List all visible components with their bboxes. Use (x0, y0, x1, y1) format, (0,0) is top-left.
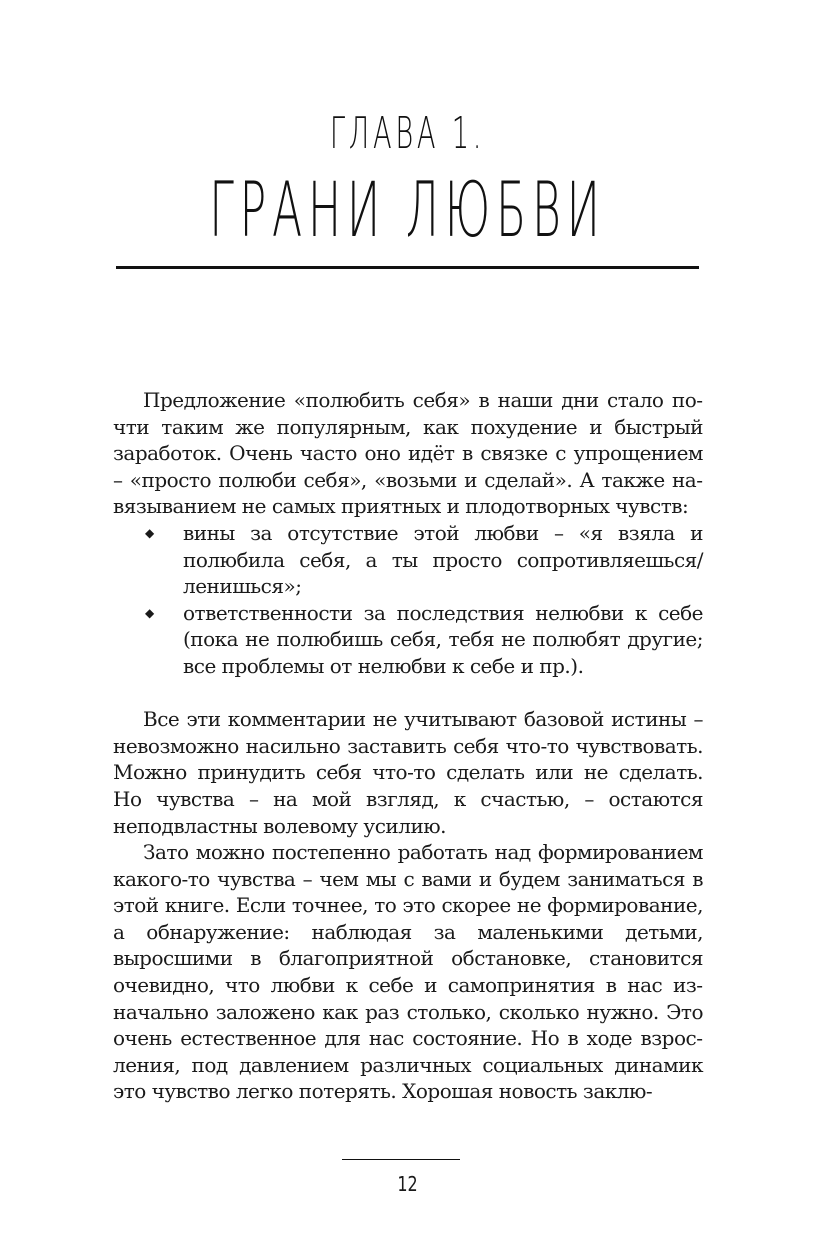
diamond-bullet-icon: ◆ (145, 525, 154, 540)
title-divider (116, 266, 699, 269)
bullet-item-text: ответственности за последствия нелюбви к себе (пока не полюбишь себя, тебя не полюбят другие; все проблемы от нелюбви к себе и пр.). (183, 600, 703, 678)
footer-divider (342, 1159, 460, 1160)
chapter-title: ГРАНИ ЛЮБВИ (209, 165, 606, 254)
bullet-item-responsibility (145, 600, 703, 680)
bullet-item-guilt (145, 520, 703, 600)
paragraph-comments: Все эти комментарии не учитывают базовой истины – невозможно насильно заставить себя что-то чувствовать. Можно принудить себя что-то сделать или не сделать. Но чувства – на мой взгляд, к счастью, – остаются неподвластны волевому усилию. (113, 707, 703, 838)
diamond-bullet-icon: ◆ (145, 605, 154, 620)
chapter-number: ГЛАВА 1. (329, 108, 486, 159)
bullet-list (113, 520, 703, 680)
page-number: 12 (397, 1172, 418, 1196)
bullet-item-text: вины за отсутствие этой любви – «я взяла и полюбила себя, а ты просто сопротивляешься/ ленишься»; (183, 520, 703, 599)
chapter-body (113, 387, 703, 1105)
paragraph-intro: Предложение «полюбить себя» в наши дни стало почти таким же популярным, как похудение и быстрый заработок. Очень часто оно идёт в связке с упрощением – «просто полюби себя», «возьми и сделай». А также навязыванием не самых приятных и плодотворных чувств: (113, 388, 703, 519)
paragraph-formation: Зато можно постепенно работать над формированием какого-то чувства – чем мы с вами и будем заниматься в этой книге. Если точнее, то это скорее не формирование, а обнаружение: наблюдая за маленькими детьми, выросшими в благоприятной обстановке, становится очевидно, что любви к себе и самопринятия в нас изначально заложено как раз столько, сколько нужно. Это очень естественное для нас состояние. Но в ходе взросления, под давлением различных социальных динамик это чувство легко потерять. Хорошая новость заклю- (113, 840, 703, 1104)
